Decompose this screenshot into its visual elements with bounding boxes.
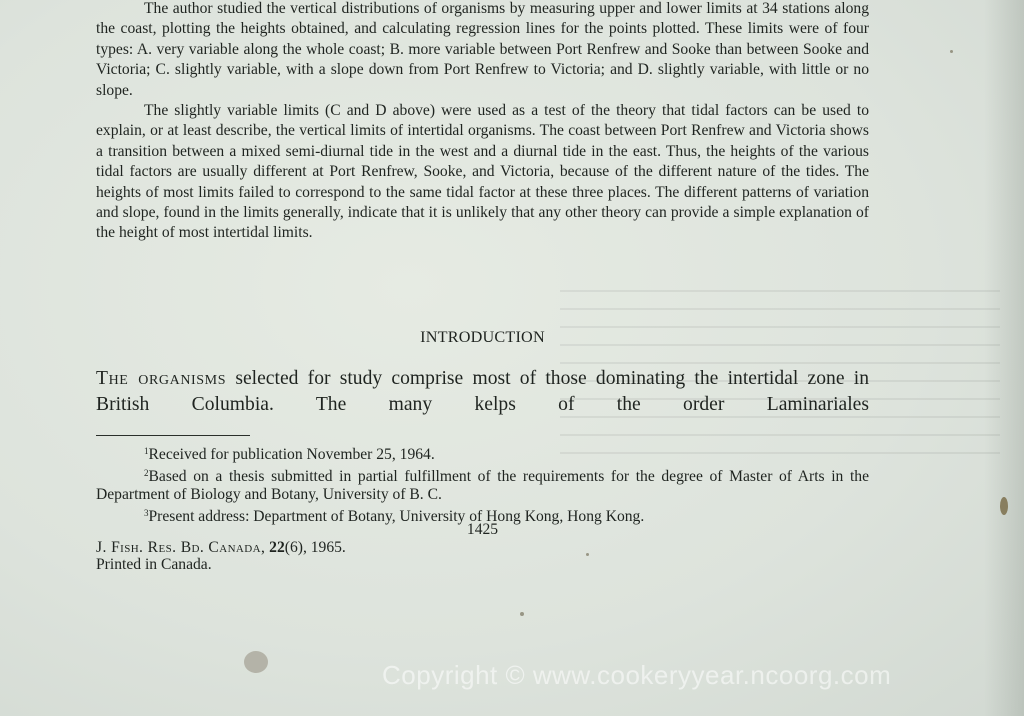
footnote-mark: 1: [144, 446, 149, 456]
footnote-2: [96, 464, 869, 504]
paper-speck: [520, 612, 524, 616]
intro-line-1: selected for study comprise most of those dominating the: [226, 368, 719, 389]
page-number: 1425: [466, 521, 499, 538]
paper-stain: [1000, 497, 1008, 515]
journal-volume: 22: [269, 539, 285, 556]
paper-speck: [950, 50, 953, 53]
intro-lead-words: The organisms: [96, 368, 227, 389]
footnotes: [96, 442, 869, 526]
footnote-text: Based on a thesis submitted in partial fulfillment of the requirements for the degree of Master of Arts in the Department of Biology and Botany, University of B. C.: [96, 468, 869, 503]
footnote-1: [96, 442, 869, 464]
footnote-text: Received for publication November 25, 1964.: [148, 446, 435, 463]
journal-issue-year: (6), 1965.: [284, 539, 346, 556]
abstract-paragraph-1: The author studied the vertical distributions of organisms by measuring upper and lower limits at 34 stations along the coast, plotting the heights obtained, and calculating regression lines for the points plotted. These limits were of four types: A. very variable along the whole coast; B. more variable between Port Renfrew and Sooke than between Sooke and Victoria; C. slightly variable, with a slope down from Port Renfrew to Victoria; and D. slightly variable, with little or no slope.: [96, 0, 869, 99]
journal-name: J. Fish. Res. Bd. Canada,: [96, 539, 266, 556]
printed-note: Printed in Canada.: [96, 556, 212, 573]
section-heading-introduction: INTRODUCTION: [420, 328, 545, 346]
journal-citation: [96, 539, 346, 573]
footnote-mark: 3: [144, 508, 149, 518]
abstract-paragraph-2: The slightly variable limits (C and D above) were used as a test of the theory that tidal factors can be used to explain, or at least describe, the vertical limits of intertidal organisms. The coast between Port Renfrew and Victoria shows a transition between a mixed semi-diurnal tide in the west and a diurnal tide in the east. Thus, the heights of the various tidal factors are usually different at Port Renfrew, Sooke, and Victoria, because of the different nature of the tides. The heights of most limits failed to correspond to the same tidal factor at these three places. The different patterns of variation and slope, found in the limits generally, indicate that it is unlikely that any other theory can provide a simple explanation of the height of most intertidal limits.: [96, 102, 869, 242]
footnote-mark: 2: [144, 468, 149, 478]
intro-line-2: intertidal zone in British Columbia. The many kelps of the order Laminariales: [96, 368, 869, 415]
introduction-body: [96, 366, 869, 418]
page-edge-shadow: [984, 0, 1024, 716]
abstract: [96, 0, 869, 244]
journal-reference: [96, 539, 346, 556]
paper-stain: [244, 651, 268, 673]
footnote-text: Present address: Department of Botany, University of Hong Kong, Hong Kong.: [148, 508, 645, 525]
copyright-watermark: Copyright © www.cookeryyear.ncoorg.com: [382, 660, 892, 690]
paper-speck: [586, 553, 589, 556]
footnote-rule: [96, 435, 250, 436]
